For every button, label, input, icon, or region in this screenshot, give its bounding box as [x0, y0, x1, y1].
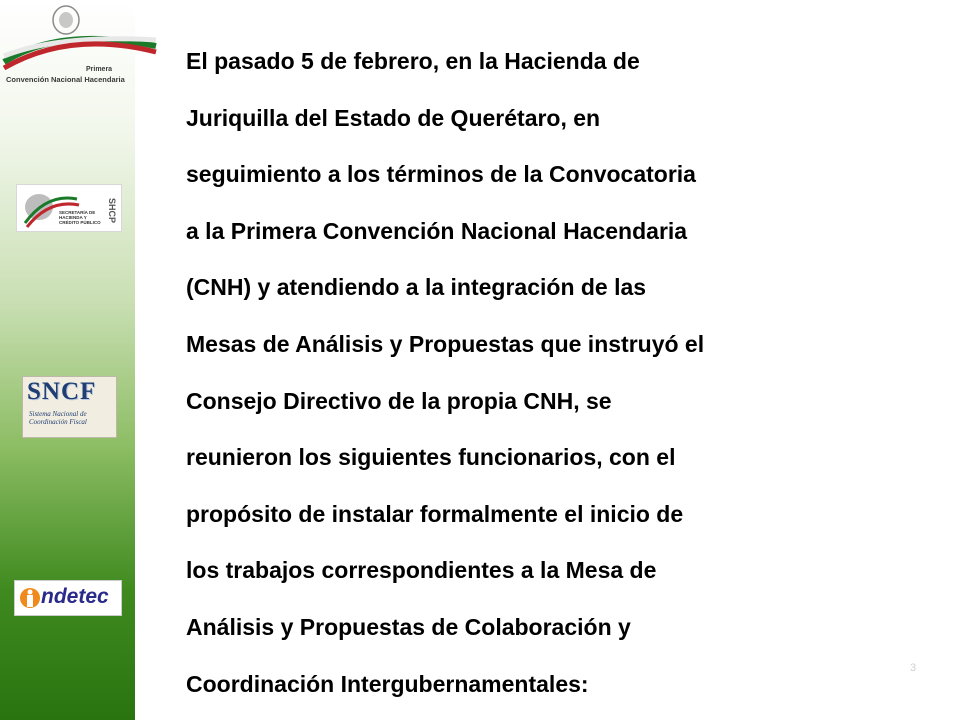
shcp-logo-text: [59, 210, 101, 225]
shcp-logo: [16, 184, 122, 232]
body-line: El pasado 5 de febrero, en la Hacienda de: [186, 48, 640, 74]
convencion-logo-line1: Primera: [86, 66, 113, 73]
shcp-brand: SHCP: [107, 198, 117, 224]
body-line: Mesas de Análisis y Propuestas que instruyó el: [186, 330, 705, 357]
sncf-line: Coordinación Fiscal: [29, 418, 87, 426]
body-line: reunieron los siguientes funcionarios, con el: [186, 444, 676, 471]
shcp-line: HACIENDA Y: [59, 215, 87, 220]
body-line: Coordinación Intergubernamentales:: [186, 670, 589, 697]
sncf-title: SNCF: [27, 378, 97, 405]
indetec-text: ndetec: [41, 585, 109, 608]
indetec-logo: [14, 580, 122, 616]
convencion-logo-line2: Convención Nacional Hacendaria: [6, 75, 125, 84]
slide-number: 3: [910, 662, 917, 674]
body-line: propósito de instalar formalmente el inicio de: [186, 500, 684, 527]
convencion-logo: [0, 0, 160, 96]
shcp-line: CRÉDITO PÚBLICO: [59, 220, 101, 225]
body-line: a la Primera Convención Nacional Hacendaria: [186, 217, 688, 244]
body-line: los trabajos correspondientes a la Mesa de: [186, 557, 657, 584]
body-line: Juriquilla del Estado de Querétaro, en: [186, 104, 601, 131]
body-line: Análisis y Propuestas de Colaboración y: [186, 613, 631, 640]
indetec-i-icon: [19, 587, 41, 609]
sncf-subtitle: [29, 410, 87, 426]
sncf-line: Sistema Nacional de: [29, 410, 87, 418]
body-line: Consejo Directivo de la propia CNH, se: [186, 387, 612, 414]
body-line: (CNH) y atendiendo a la integración de las: [186, 274, 647, 301]
body-paragraph: [186, 33, 926, 712]
sncf-logo: [22, 376, 117, 438]
body-line: seguimiento a los términos de la Convocatoria: [186, 161, 696, 188]
shcp-line: SECRETARÍA DE: [59, 210, 96, 215]
